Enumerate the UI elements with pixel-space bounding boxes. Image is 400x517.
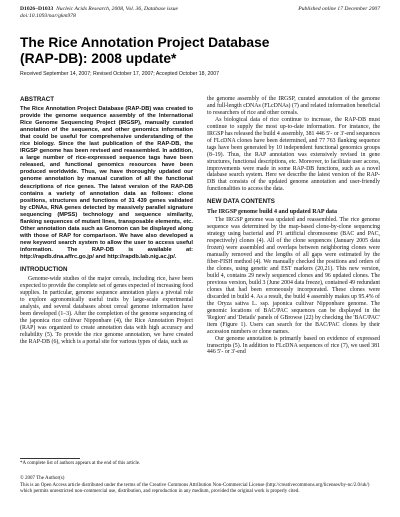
footnote: *A complete list of authors appears at the end of this article. bbox=[20, 461, 141, 466]
doi: doi:10.1093/nar/gkm978 bbox=[20, 13, 76, 19]
page-range: D1026–D1033 bbox=[20, 6, 54, 12]
footnote-rule bbox=[20, 458, 80, 459]
running-header bbox=[20, 6, 380, 13]
received-dates: Received September 14, 2007; Revised October 17, 2007; Accepted October 18, 2007 bbox=[20, 71, 219, 77]
title-line-2: (RAP-DB): 2008 update* bbox=[20, 51, 177, 66]
right-column bbox=[207, 96, 380, 356]
new-data-heading: NEW DATA CONTENTS bbox=[207, 198, 275, 206]
right-paragraph-4: Our genome annotation is primarily based on evidence of expressed transcripts (5). In addition to FLcDNA sequences of rice (7), we used 381 446 5′- or 3′-end bbox=[207, 335, 380, 356]
copyright: © 2007 The Author(s) bbox=[20, 476, 65, 481]
paper-title bbox=[20, 35, 380, 67]
left-column bbox=[20, 96, 193, 356]
title-line-1: The Rice Annotation Project Database bbox=[20, 35, 270, 50]
body-columns bbox=[20, 96, 380, 356]
header-left bbox=[20, 6, 178, 13]
right-paragraph-1: the genome assembly of the IRGSP, curated annotation of the genome and full-length cDNAs (FLcDNAs) (7) and related information beneficial to researchers of rice and other cereals. bbox=[207, 96, 380, 116]
journal-name: Nucleic Acids Research, 2008, Vol. 36, Database issue bbox=[56, 6, 179, 12]
right-paragraph-2: As biological data of rice continue to increase, the RAP-DB must continue to supply the most up-to-date information. For instance, the IRGSP has released the build 4 assembly, 381 446 5′- or 3′-end sequences of FLcDNA clones have been determined, and 77 763 flanking sequence tags have been generated by 10 independent functional genomics groups (8–19). Thus, the RAP annotation was extensively revised in gene structures, functional descriptions, etc. Moreover, to facilitate user access, improvements were made in some RAP-DB functions, such as a novel database search system. Here we describe the latest version of the RAP-DB that consists of the updated genome annotation and user-friendly functionalities to access the data. bbox=[207, 116, 380, 193]
license-text: This is an Open Access article distributed under the terms of the Creative Commons Attribution Non-Commercial License (http://creativecommons.org/licenses/by-nc/2.0/uk/) which permits unrestricted non-commercial use, distribution, and reproduction in any medium, provided the original work is properly cited. bbox=[20, 483, 370, 494]
introduction-text: Genome-wide studies of the major cereals, including rice, have been expected to provide the complete set of genes expected of increasing food supplies. In particular, genome sequence annotation plays a pivotal role to explore agronomically useful traits by large-scale experimental analysis, and several databases about cereal genome information have been developed (1–3). After the completion of the genome sequencing of the japonica rice cultivar Nipponbare (4), the Rice Annotation Project (RAP) was organized to create annotation data with high accuracy and reliability (5). To provide the rice genome annotation, we have created the RAP-DB (6), which is a portal site for various types of data, such as bbox=[20, 276, 193, 345]
subsection-heading: The IRGSP genome build 4 and updated RAP data bbox=[207, 209, 338, 216]
published-date: Published online 17 December 2007 bbox=[298, 6, 380, 12]
abstract-heading: ABSTRACT bbox=[20, 96, 55, 103]
introduction-heading: INTRODUCTION bbox=[20, 266, 68, 274]
abstract-text: The Rice Annotation Project Database (RAP-DB) was created to provide the genome sequence assembly of the International Rice Genome Sequencing Project (IRGSP), manually curated annotation of the sequence, and other genomics information that could be useful for comprehensive understanding of the rice biology. Since the last publication of the RAP-DB, the IRGSP genome has been revised and reassembled. In addition, a large number of rice-expressed sequence tags have been released, and functional genomics resources have been produced worldwide. Thus, we have thoroughly updated our genome annotation by manual curation of all the functional descriptions of rice genes. The latest version of the RAP-DB contains a variety of annotation data as follows: clone positions, structures and functions of 31 439 genes validated by cDNAs, RNA genes detected by massively parallel signature sequencing (MPSS) technology and sequence similarity, flanking sequences of mutant lines, transposable elements, etc. Other annotation data such as Gnomon can be displayed along with those of RAP for comparison. We have also developed a new keyword search system to allow the user to access useful information. The RAP-DB is available at: http://rapdb.dna.affrc.go.jp/ and http://rapdb.lab.nig.ac.jp/. bbox=[20, 106, 193, 260]
right-paragraph-3: The IRGSP genome was updated and reassembled. The rice genome sequence was determined by the map-based clone-by-clone sequencing strategy using bacterial and P1 artificial chromosome (BAC and PAC, respectively) clones (4). All of the clone sequences (January 2005 data frozen) were assembled and overlaps between neighboring clones were manually removed and the lengths of all gaps were estimated by the fiber-FISH method (4). We manually checked the positions and orders of the clones, using genetic and EST markers (20,21). This new version, build 4, contains 29 newly sequenced clones and 96 updated clones. The previous version, build 3 (June 2004 data freeze), contained 49 redundant clones that had been erroneously incorporated. These clones were discarded in build 4. As a result, the build 4 assembly makes up 95.4% of the Oryza sativa L. ssp. japonica cultivar Nipponbare genome. The genomic locations of BAC/PAC sequences can be displayed in the 'Region' and 'Details' panels of GBrowse (22) by checking the 'BAC/PAC' item (Figure 1). Users can search for the BAC/PAC clones by their accession numbers or clone names. bbox=[207, 217, 380, 335]
